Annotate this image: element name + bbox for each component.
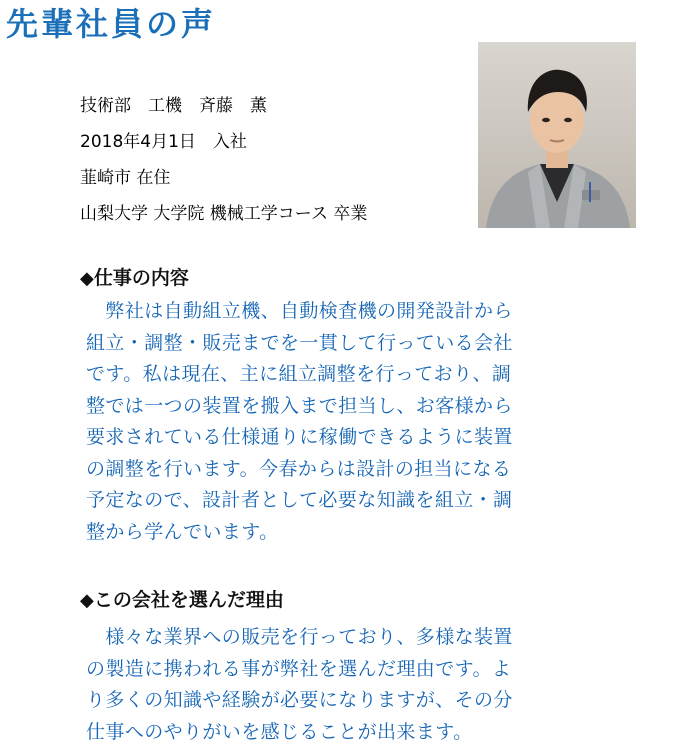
section-heading-job [80,264,189,293]
section-heading-job-label: 仕事の内容 [93,267,189,289]
text-line: 仕事へのやりがいを感じることが出来ます。 [86,720,473,743]
text-line: の製造に携われる事が弊社を選んだ理由です。よ [86,657,512,680]
text-line: です。私は現在、主に組立調整を行っており、調 [86,363,512,385]
profile-joined-date: 2018年4月1日 入社 [80,132,247,152]
text-line: 整では一つの装置を搬入まで担当し、お客様から [86,394,513,417]
text-line: 要求されている仕様通りに稼働できるように装置 [86,426,513,448]
profile-education: 山梨大学 大学院 機械工学コース 卒業 [80,204,368,224]
text-line: の調整を行います。今春からは設計の担当になる [86,457,512,480]
text-line: 組立・調整・販売までを一貫して行っている会社 [86,331,513,354]
profile-department-name: 技術部 工機 斉藤 薫 [80,96,267,116]
text-line: 整から学んでいます。 [86,520,279,543]
section-heading-reason-label: この会社を選んだ理由 [93,589,284,611]
text-line: 様々な業界への販売を行っており、多様な装置 [86,626,513,648]
text-line: り多くの知識や経験が必要になりますが、その分 [86,689,513,711]
text-line: 弊社は自動組立機、自動検査機の開発設計から [86,300,513,322]
section-heading-reason [80,586,284,615]
profile-residence: 韮崎市 在住 [80,168,171,188]
section-body-reason [86,622,606,748]
page-title: 先輩社員の声 [6,5,217,43]
diamond-bullet-icon: ◆ [80,590,94,611]
employee-profile [80,88,480,232]
section-body-job [86,296,606,548]
diamond-bullet-icon: ◆ [80,268,94,289]
text-line: 予定なので、設計者として必要な知識を組立・調 [86,489,513,511]
employee-photo [478,42,636,228]
person-photo-icon [478,42,636,228]
